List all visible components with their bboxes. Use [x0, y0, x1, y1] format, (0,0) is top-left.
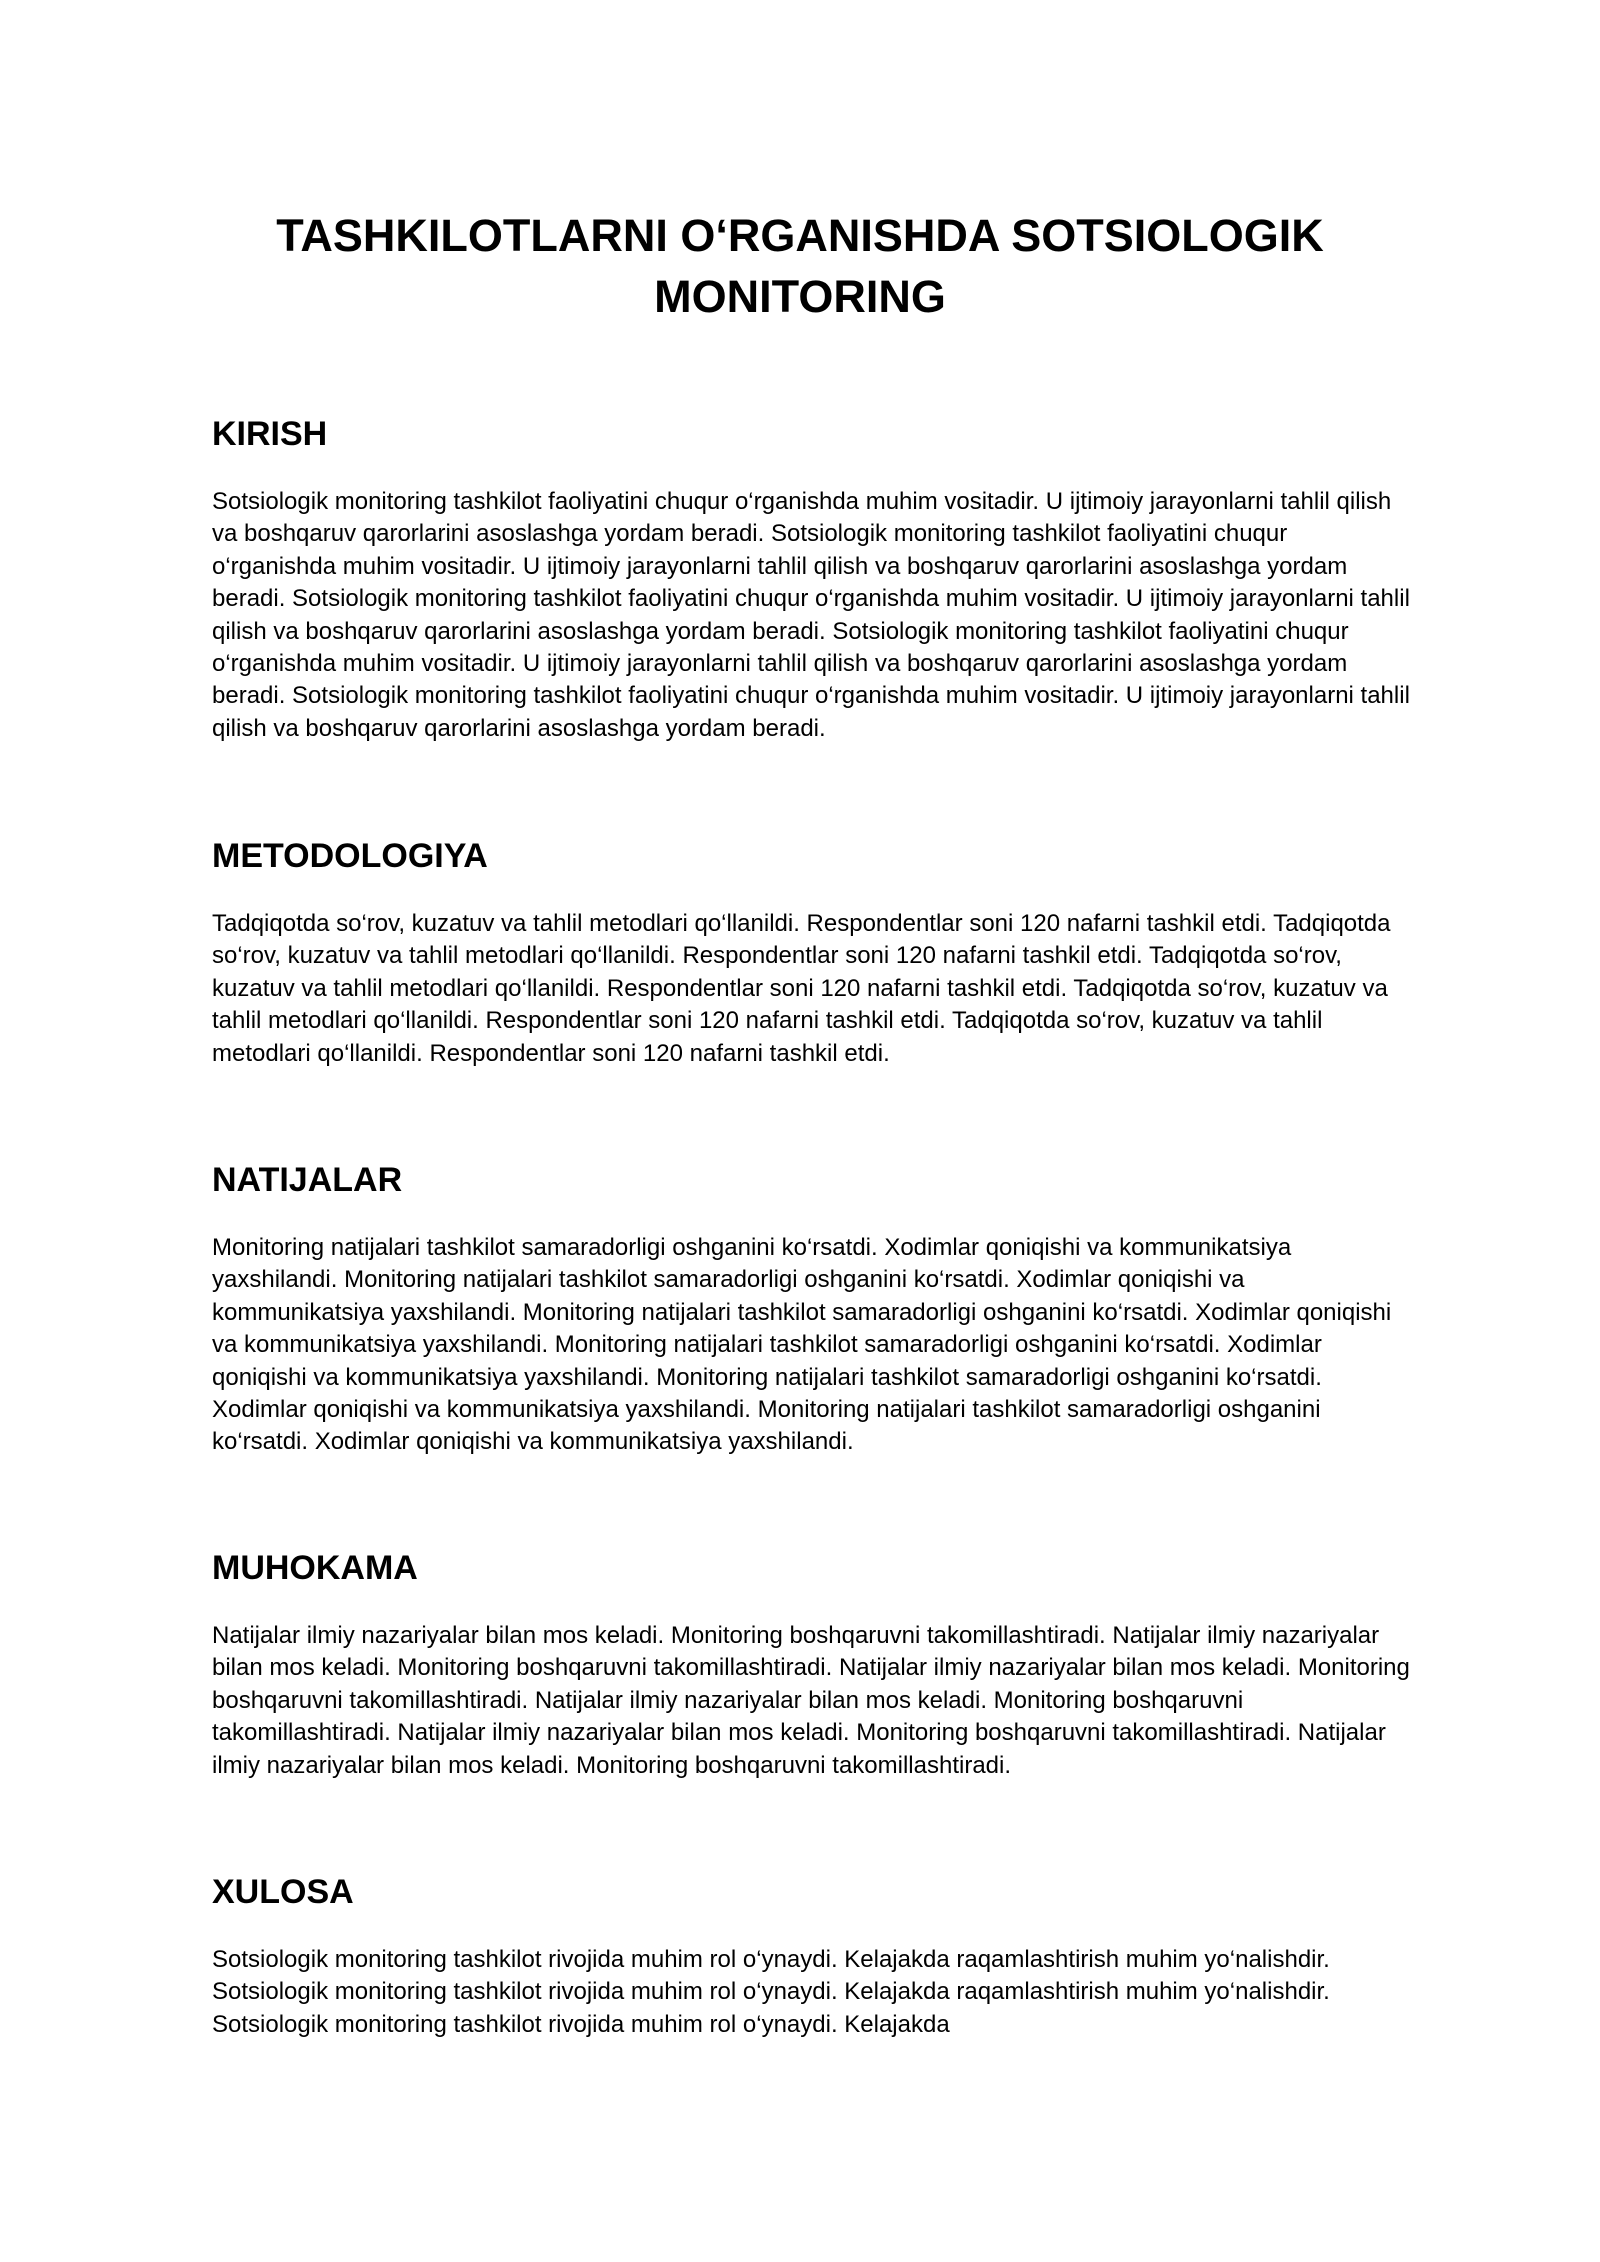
section-body: Natijalar ilmiy nazariyalar bilan mos keladi. Monitoring boshqaruvni takomillashtiradi. Natijalar ilmiy nazariyalar bilan mos keladi. Monitoring boshqaruvni takomillashtiradi. Natijalar ilmiy nazariyalar bilan mos keladi. Monitoring boshqaruvni takomillashtiradi. Natijalar ilmiy nazariyalar bilan mos keladi. Monitoring boshqaruvni takomillashtiradi. Natijalar ilmiy nazariyalar bilan mos keladi. Monitoring boshqaruvni takomillashtiradi. Natijalar ilmiy nazariyalar bilan mos keladi. Monitoring boshqaruvni takomillashtiradi.: [212, 1622, 1410, 1779]
document-title: TASHKILOTLARNI O‘RGANISHDA SOTSIOLOGIK MONITORING: [276, 210, 1324, 322]
section-body: Sotsiologik monitoring tashkilot rivojida muhim rol o‘ynaydi. Kelajakda raqamlashtirish muhim yo‘nalishdir. Sotsiologik monitoring tashkilot rivojida muhim rol o‘ynaydi. Kelajakda raqamlashtirish muhim yo‘nalishdir. Sotsiologik monitoring tashkilot rivojida muhim rol o‘ynaydi. Kelajakda: [212, 1946, 1330, 2038]
section-metodologiya: [212, 836, 1412, 1070]
section-body: Monitoring natijalari tashkilot samaradorligi oshganini ko‘rsatdi. Xodimlar qoniqishi va kommunikatsiya yaxshilandi. Monitoring natijalari tashkilot samaradorligi oshganini ko‘rsatdi. Xodimlar qoniqishi va kommunikatsiya yaxshilandi. Monitoring natijalari tashkilot samaradorligi oshganini ko‘rsatdi. Xodimlar qoniqishi va kommunikatsiya yaxshilandi. Monitoring natijalari tashkilot samaradorligi oshganini ko‘rsatdi. Xodimlar qoniqishi va kommunikatsiya yaxshilandi. Monitoring natijalari tashkilot samaradorligi oshganini ko‘rsatdi. Xodimlar qoniqishi va kommunikatsiya yaxshilandi. Monitoring natijalari tashkilot samaradorligi oshganini ko‘rsatdi. Xodimlar qoniqishi va kommunikatsiya yaxshilandi.: [212, 1234, 1392, 1456]
section-heading: XULOSA: [212, 1873, 354, 1911]
section-natijalar: [212, 1160, 1412, 1459]
section-heading: METODOLOGIYA: [212, 837, 488, 875]
section-body: Tadqiqotda so‘rov, kuzatuv va tahlil metodlari qo‘llanildi. Respondentlar soni 120 nafarni tashkil etdi. Tadqiqotda so‘rov, kuzatuv va tahlil metodlari qo‘llanildi. Respondentlar soni 120 nafarni tashkil etdi. Tadqiqotda so‘rov, kuzatuv va tahlil metodlari qo‘llanildi. Respondentlar soni 120 nafarni tashkil etdi. Tadqiqotda so‘rov, kuzatuv va tahlil metodlari qo‘llanildi. Respondentlar soni 120 nafarni tashkil etdi. Tadqiqotda so‘rov, kuzatuv va tahlil metodlari qo‘llanildi. Respondentlar soni 120 nafarni tashkil etdi.: [212, 910, 1391, 1067]
section-xulosa: [212, 1872, 1412, 2041]
section-heading: NATIJALAR: [212, 1161, 403, 1199]
section-heading: KIRISH: [212, 415, 328, 453]
section-kirish: [212, 414, 1412, 745]
section-body: Sotsiologik monitoring tashkilot faoliyatini chuqur o‘rganishda muhim vositadir. U ijtimoiy jarayonlarni tahlil qilish va boshqaruv qarorlarini asoslashga yordam beradi. Sotsiologik monitoring tashkilot faoliyatini chuqur o‘rganishda muhim vositadir. U ijtimoiy jarayonlarni tahlil qilish va boshqaruv qarorlarini asoslashga yordam beradi. Sotsiologik monitoring tashkilot faoliyatini chuqur o‘rganishda muhim vositadir. U ijtimoiy jarayonlarni tahlil qilish va boshqaruv qarorlarini asoslashga yordam beradi. Sotsiologik monitoring tashkilot faoliyatini chuqur o‘rganishda muhim vositadir. U ijtimoiy jarayonlarni tahlil qilish va boshqaruv qarorlarini asoslashga yordam beradi. Sotsiologik monitoring tashkilot faoliyatini chuqur o‘rganishda muhim vositadir. U ijtimoiy jarayonlarni tahlil qilish va boshqaruv qarorlarini asoslashga yordam beradi.: [212, 488, 1410, 742]
section-heading: MUHOKAMA: [212, 1549, 418, 1587]
section-muhokama: [212, 1548, 1412, 1782]
